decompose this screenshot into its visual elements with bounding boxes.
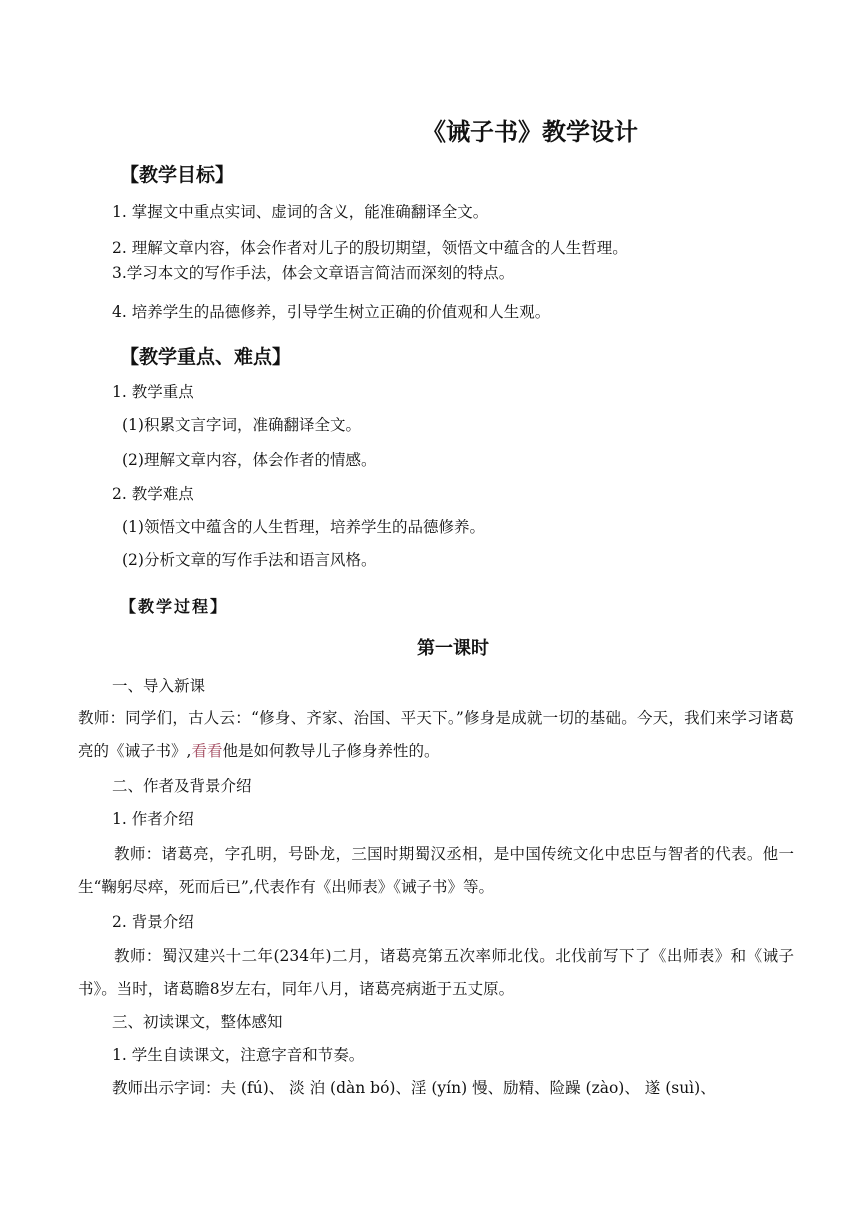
section-heading: 一、导入新课	[112, 677, 206, 695]
paragraph-text: 他是如何教导儿子修身养性的。	[222, 742, 440, 760]
paragraph-text: 教师：同学们，古人云：“修身、齐家、治国、平天下。”修身是成就一切的基础。今天，我们来学习诸葛亮的《诫子书》,	[78, 709, 794, 760]
paragraph: 教师：蜀汉建兴十二年(234年)二月，诸葛亮第五次率师北伐。北伐前写下了《出师表》和《诫子书》。当时，诸葛瞻8岁左右，同年八月，诸葛亮病逝于五丈原。	[78, 947, 794, 998]
lesson-title: 第一课时	[417, 638, 489, 659]
document-title: 《诫子书》教学设计	[422, 118, 638, 146]
objectives-heading: 【教学目标】	[120, 164, 235, 186]
objective-item: 2. 理解文章内容，体会作者对儿子的殷切期望，领悟文中蕴含的人生哲理。	[112, 239, 628, 257]
section-heading: 三、初读课文，整体感知	[112, 1013, 283, 1031]
paragraph: 教师：诸葛亮，字孔明，号卧龙，三国时期蜀汉丞相，是中国传统文化中忠臣与智者的代表。他一生“鞠躬尽瘁，死而后已”,代表作有《出师表》《诫子书》等。	[78, 845, 794, 896]
objective-item: 1. 掌握文中重点实词、虚词的含义，能准确翻译全文。	[112, 203, 489, 221]
process-heading: 【教学过程】	[120, 597, 229, 616]
section-heading: 二、作者及背景介绍	[112, 777, 252, 795]
highlighted-text: 看看	[191, 742, 223, 760]
key-points-heading: 【教学重点、难点】	[120, 346, 292, 368]
difficult-points-label: 2. 教学难点	[112, 485, 194, 503]
subsection-heading: 1. 学生自读课文，注意字音和节奏。	[112, 1046, 365, 1064]
paragraph: 教师出示字词：夫 (fú)、 淡 泊 (dàn bó)、淫 (yín) 慢、励精、险躁 (zào)、 遂 (suì)、	[112, 1079, 716, 1097]
key-point-item: (1)积累文言字词，准确翻译全文。	[122, 416, 361, 434]
objective-item: 4. 培养学生的品德修养，引导学生树立正确的价值观和人生观。	[112, 303, 551, 321]
paragraph	[78, 702, 794, 768]
objective-item: 3.学习本文的写作手法，体会文章语言简洁而深刻的特点。	[112, 264, 515, 282]
key-points-label: 1. 教学重点	[112, 383, 194, 401]
subsection-heading: 1. 作者介绍	[112, 810, 194, 828]
subsection-heading: 2. 背景介绍	[112, 913, 194, 931]
key-point-item: (2)理解文章内容，体会作者的情感。	[122, 451, 377, 469]
difficult-point-item: (2)分析文章的写作手法和语言风格。	[122, 551, 377, 569]
difficult-point-item: (1)领悟文中蕴含的人生哲理，培养学生的品德修养。	[122, 518, 485, 536]
